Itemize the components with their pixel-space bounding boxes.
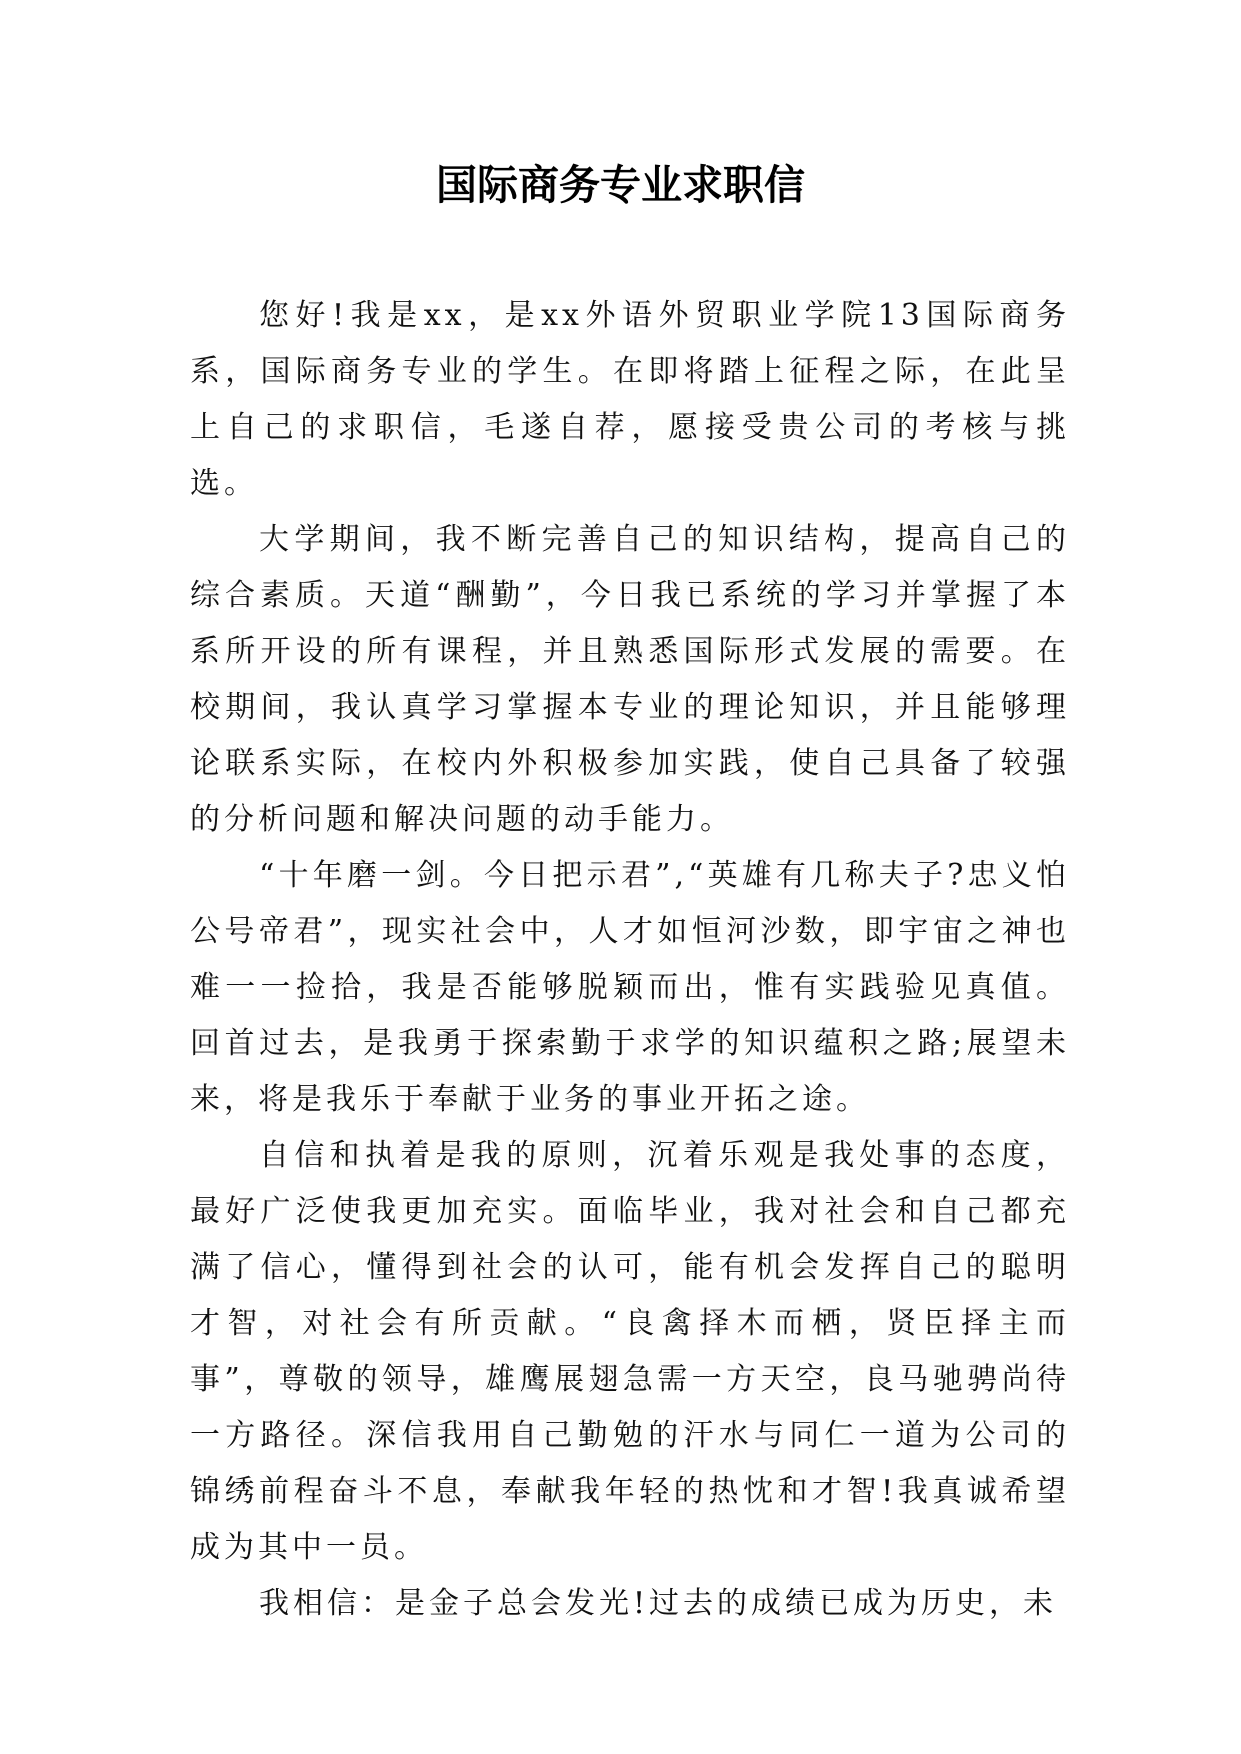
document-body — [190, 288, 1070, 1632]
paragraph-greeting: 您好!我是xx，是xx外语外贸职业学院13国际商务系，国际商务专业的学生。在即将踏上征程之际，在此呈上自己的求职信，毛遂自荐，愿接受贵公司的考核与挑选。 — [190, 298, 1070, 501]
document-title: 国际商务专业求职信 — [436, 161, 805, 209]
paragraph-quote: “十年磨一剑。今日把示君”,“英雄有几称夫子?忠义怕公号帝君”，现实社会中，人才如恒河沙数，即宇宙之神也难一一捡拾，我是否能够脱颖而出，惟有实践验见真值。回首过去，是我勇于探索勤于求学的知识蕴积之路;展望未来，将是我乐于奉献于业务的事业开拓之途。 — [190, 858, 1070, 1117]
paragraph-confidence: 自信和执着是我的原则，沉着乐观是我处事的态度，最好广泛使我更加充实。面临毕业，我对社会和自己都充满了信心，懂得到社会的认可，能有机会发挥自己的聪明才智，对社会有所贡献。“良禽择木而栖，贤臣择主而事”，尊敬的领导，雄鹰展翅急需一方天空，良马驰骋尚待一方路径。深信我用自己勤勉的汗水与同仁一道为公司的锦绣前程奋斗不息，奉献我年轻的热忱和才智!我真诚希望成为其中一员。 — [190, 1138, 1070, 1565]
paragraph-belief: 我相信：是金子总会发光!过去的成绩已成为历史，未 — [259, 1586, 1058, 1621]
paragraph-university: 大学期间，我不断完善自己的知识结构，提高自己的综合素质。天道“酬勤”，今日我已系统的学习并掌握了本系所开设的所有课程，并且熟悉国际形式发展的需要。在校期间，我认真学习掌握本专业的理论知识，并且能够理论联系实际，在校内外积极参加实践，使自己具备了较强的分析问题和解决问题的动手能力。 — [190, 522, 1070, 837]
